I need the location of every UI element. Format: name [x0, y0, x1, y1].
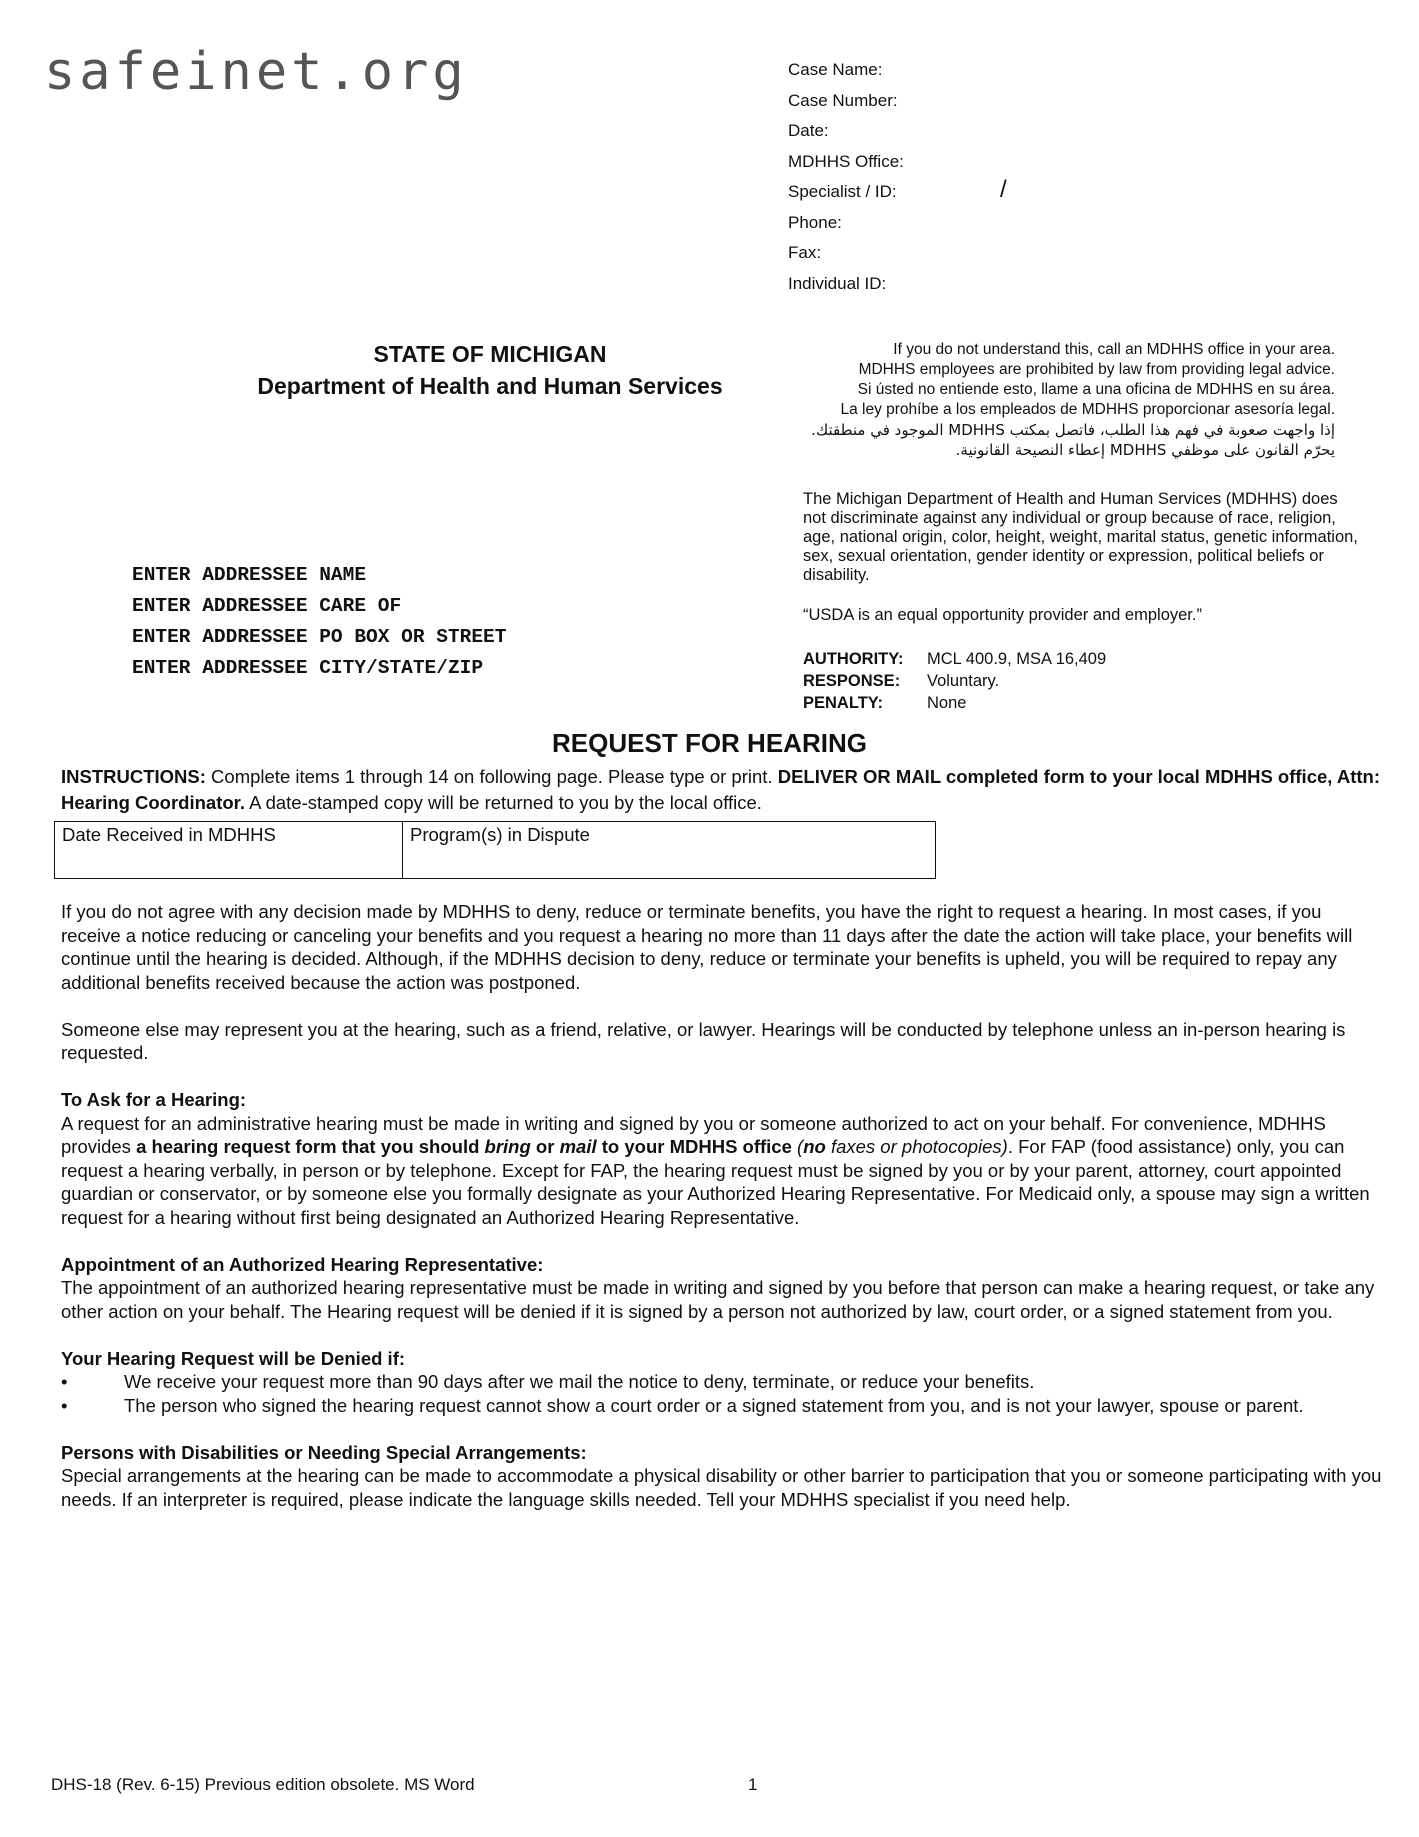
instructions-label: INSTRUCTIONS:	[61, 766, 206, 787]
fax-label: Fax:	[788, 243, 822, 262]
notice-ar-1: إذا واجهت صعوبة في فهم هذا الطلب، فاتصل بمكتب MDHHS الموجود في منطقتك.	[811, 421, 1335, 439]
form-footer: DHS-18 (Rev. 6-15) Previous edition obsolete. MS Word	[51, 1775, 475, 1794]
state-name: STATE OF MICHIGAN	[373, 341, 607, 367]
response-row	[803, 670, 1106, 692]
addressee-city: ENTER ADDRESSEE CITY/STATE/ZIP	[132, 657, 484, 679]
ask-text-d: . For FAP (food assistance) only, you can request a hearing verbally, in person or by telephone. Except for FAP, the hearing request must be signed by you or by your parent, attorney, court appointed guardian or conservator, or by someone else you formally designate as your Authorized Hearing Representative. For Medicaid only, a spouse may sign a written request for a hearing without first being designated an Authorized Hearing Representative.	[61, 1136, 1370, 1228]
notice-en-1: If you do not understand this, call an MDHHS office in your area.	[893, 341, 1335, 358]
watermark: safeinet.org	[44, 42, 468, 102]
department-name: Department of Health and Human Services	[257, 373, 723, 399]
denied-list	[61, 1370, 1386, 1417]
ask-text-a: A request for an administrative hearing must be made in writing and signed by you or someone authorized to act on your behalf. For convenience, MDHHS provides	[61, 1112, 1326, 1157]
paragraph-disabilities: Special arrangements at the hearing can be made to accommodate a physical disability or other barrier to participation that you or someone participating with you needs. If an interpreter is required, please indicate the language skills needed. Tell your MDHHS specialist if you need help.	[61, 1465, 1382, 1510]
instructions-bold: DELIVER OR MAIL completed form to your local MDHHS office, Attn: Hearing Coordinator.	[61, 766, 1381, 813]
ask-text-b: a hearing request form that you should bring or mail to your MDHHS office	[136, 1136, 792, 1157]
addressee-name: ENTER ADDRESSEE NAME	[132, 564, 367, 586]
penalty-row	[803, 692, 1106, 714]
instructions-text-1: Complete items 1 through 14 on following page. Please type or print.	[205, 766, 778, 787]
authority-value: MCL 400.9, MSA 16,409	[927, 650, 1107, 668]
heading-denied: Your Hearing Request will be Denied if:	[61, 1347, 406, 1369]
individual-id-label: Individual ID:	[788, 273, 887, 293]
intake-table	[54, 821, 936, 879]
ask-text-c: (no faxes or photocopies)	[791, 1136, 1008, 1157]
list-item: • We receive your request more than 90 days after we mail the notice to deny, terminate, or reduce your benefits.	[61, 1370, 1386, 1394]
date-received-cell[interactable]: Date Received in MDHHS	[55, 822, 403, 878]
form-title: REQUEST FOR HEARING	[552, 728, 867, 758]
authority-block	[803, 648, 1106, 714]
case-name-label: Case Name:	[788, 60, 883, 79]
paragraph-representative: The appointment of an authorized hearing representative must be made in writing and signed by you before that person can make a hearing request, or take any other action on your behalf. The Hearing request will be denied if it is signed by a person not authorized by law, court order, or a signed statement from you.	[61, 1277, 1375, 1322]
penalty-value: None	[927, 694, 967, 712]
programs-cell[interactable]: Program(s) in Dispute	[410, 824, 590, 845]
instructions-text-2: A date-stamped copy will be returned to you by the local office.	[245, 792, 762, 813]
case-number-label: Case Number:	[788, 90, 898, 110]
paragraph-rights: If you do not agree with any decision made by MDHHS to deny, reduce or terminate benefits, you have the right to request a hearing. In most cases, if you receive a notice reducing or canceling your benefits and you request a hearing no more than 11 days after the date the action will take place, your benefits will continue until the hearing is decided. Although, if the MDHHS decision to deny, reduce or terminate your benefits is upheld, you will be required to repay any additional benefits received because the action was postponed.	[61, 901, 1353, 993]
hearing-information	[61, 900, 1386, 1535]
list-item: • The person who signed the hearing request cannot show a court order or a signed statement from you, and is not your lawyer, spouse or parent.	[61, 1394, 1386, 1418]
date-label: Date:	[788, 121, 829, 140]
heading-disabilities: Persons with Disabilities or Needing Special Arrangements:	[61, 1441, 587, 1463]
specialist-row	[788, 176, 1007, 208]
authority-label: AUTHORITY:	[803, 650, 904, 668]
penalty-label: PENALTY:	[803, 694, 884, 712]
nondiscrimination-statement: The Michigan Department of Health and Human Services (MDHHS) does not discriminate against any individual or group because of race, religion, age, national origin, color, height, weight, marital status, genetic information, sex, sexual orientation, gender identity or expression, political beliefs or disability.	[803, 490, 1358, 584]
notice-en-2: MDHHS employees are prohibited by law from providing legal advice.	[858, 361, 1335, 378]
instructions	[61, 764, 1381, 816]
case-info-block	[788, 55, 1007, 299]
page-number: 1	[748, 1775, 758, 1794]
response-value: Voluntary.	[927, 672, 1000, 690]
response-label: RESPONSE:	[803, 672, 901, 690]
notice-ar-2: يحرّم القانون على موظفي MDHHS إعطاء النصيحة القانونية.	[955, 441, 1335, 459]
paragraph-ask-for-hearing	[61, 1112, 1386, 1230]
usda-statement: “USDA is an equal opportunity provider and employer.”	[803, 606, 1202, 624]
phone-label: Phone:	[788, 212, 842, 232]
language-notice	[640, 340, 1335, 460]
heading-ask-for-hearing: To Ask for a Hearing:	[61, 1089, 247, 1110]
addressee-care-of: ENTER ADDRESSEE CARE OF	[132, 595, 402, 617]
specialist-slash: /	[1000, 176, 1007, 203]
authority-row	[803, 648, 1106, 670]
addressee-street: ENTER ADDRESSEE PO BOX OR STREET	[132, 626, 507, 648]
specialist-label: Specialist / ID:	[788, 182, 897, 201]
heading-representative: Appointment of an Authorized Hearing Representative:	[61, 1253, 544, 1275]
office-label: MDHHS Office:	[788, 151, 904, 171]
notice-es-2: La ley prohíbe a los empleados de MDHHS proporcionar asesoría legal.	[840, 401, 1335, 418]
paragraph-representation: Someone else may represent you at the hearing, such as a friend, relative, or lawyer. Hearings will be conducted by telephone unless an in-person hearing is requested.	[61, 1018, 1346, 1063]
notice-es-1: Si ústed no entiende esto, llame a una oficina de MDHHS en su área.	[857, 381, 1335, 398]
addressee-block	[132, 560, 506, 684]
